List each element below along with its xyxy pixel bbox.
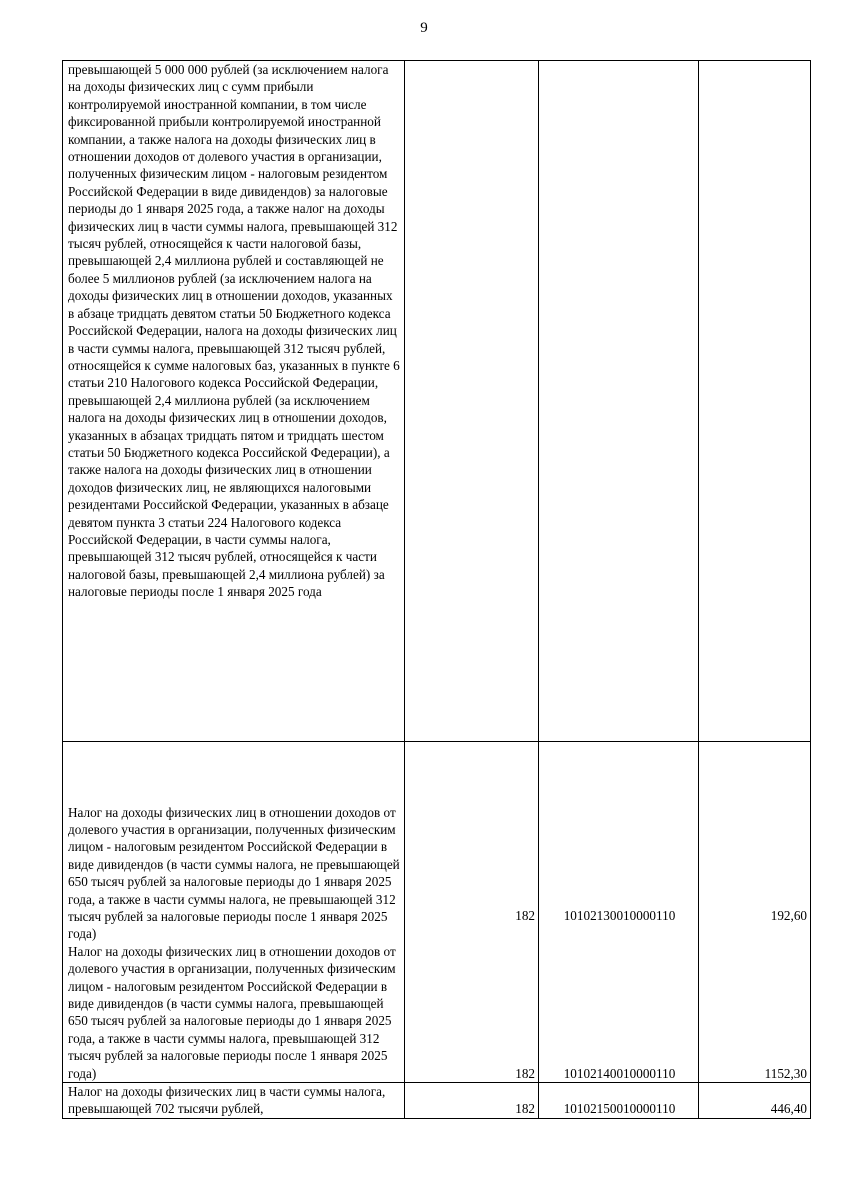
admin-code: 182	[515, 908, 535, 924]
income-description: превышающей 5 000 000 рублей (за исключением налога на доходы физических лиц с сумм прибыли контролируемой иностранной компании, в том числе фиксированной прибыли контролируемой иностранной компании, а также налога на доходы физических лиц в отношении доходов от долевого участия в организации, полученных физическим лицом - налоговым резидентом Российской Федерации в виде дивидендов) за налоговые периоды до 1 января 2025 года, а также налог на доходы физических лиц в части суммы налога, превышающей 312 тысяч рублей, относящейся к части налоговой базы, превышающей 2,4 миллиона рублей и составляющей не более 5 миллионов рублей (за исключением налога на доходы физических лиц в отношении доходов, указанных в абзаце тридцать девятом статьи 50 Бюджетного кодекса Российской Федерации, налога на доходы физических лиц в части суммы налога, превышающей 312 тысяч рублей, относящейся к сумме налоговых баз, указанных в пункте 6 статьи 210 Налогового кодекса Российской Федерации, превышающей 2,4 миллиона рублей (за исключением налога на доходы физических лиц в отношении доходов, указанных в абзацах тридцать пятом и тридцать шестом статьи 50 Бюджетного кодекса Российской Федерации), а также налога на доходы физических лиц в отношении доходов физических лиц, не являющихся налоговыми резидентами Российской Федерации, указанных в абзаце девятом пункта 3 статьи 224 Налогового кодекса Российской Федерации, в части суммы налога, превышающей 312 тысяч рублей, относящейся к части налоговой базы, превышающей 2,4 миллиона рублей) за налоговые периоды после 1 января 2025 года	[63, 61, 405, 742]
page-number: 9	[420, 20, 428, 36]
admin-code: 182	[515, 1065, 535, 1081]
income-description: Налог на доходы физических лиц в части суммы налога, превышающей 702 тысячи рублей,	[63, 1083, 405, 1119]
budget-classification-code: 10102150010000110	[539, 1083, 699, 1119]
table-row	[63, 61, 811, 742]
budget-classification-code: 10102130010000110	[563, 908, 676, 924]
admin-code-group	[405, 742, 539, 1083]
budget-classification-code: 10102140010000110	[563, 1065, 676, 1081]
income-table	[62, 60, 811, 1119]
income-description: Налог на доходы физических лиц в отношении доходов от долевого участия в организации, полученных физическим лицом - налоговым резидентом Российской Федерации в виде дивидендов (в части суммы налога, превышающей 650 тысяч рублей за налоговые периоды до 1 января 2025 года, а также в части суммы налога, превышающей 312 тысяч рублей за налоговые периоды после 1 января 2025 года)	[68, 943, 396, 1081]
amount-value	[699, 61, 811, 742]
budget-classification-code	[539, 61, 699, 742]
table-row	[63, 742, 811, 1083]
table-row	[63, 1083, 811, 1119]
amount-value: 446,40	[699, 1083, 811, 1119]
admin-code	[405, 61, 539, 742]
amount-value: 1152,30	[764, 1065, 807, 1081]
admin-code: 182	[405, 1083, 539, 1119]
income-description-group	[63, 742, 405, 1083]
amount-group	[699, 742, 811, 1083]
income-description: Налог на доходы физических лиц в отношении доходов от долевого участия в организации, полученных физическим лицом - налоговым резидентом Российской Федерации в виде дивидендов (в части суммы налога, не превышающей 650 тысяч рублей за налоговые периоды до 1 января 2025 года, а также в части суммы налога, не превышающей 312 тысяч рублей за налоговые периоды после 1 января 2025 года)	[68, 804, 400, 942]
amount-value: 192,60	[770, 908, 807, 924]
kbk-group	[539, 742, 699, 1083]
